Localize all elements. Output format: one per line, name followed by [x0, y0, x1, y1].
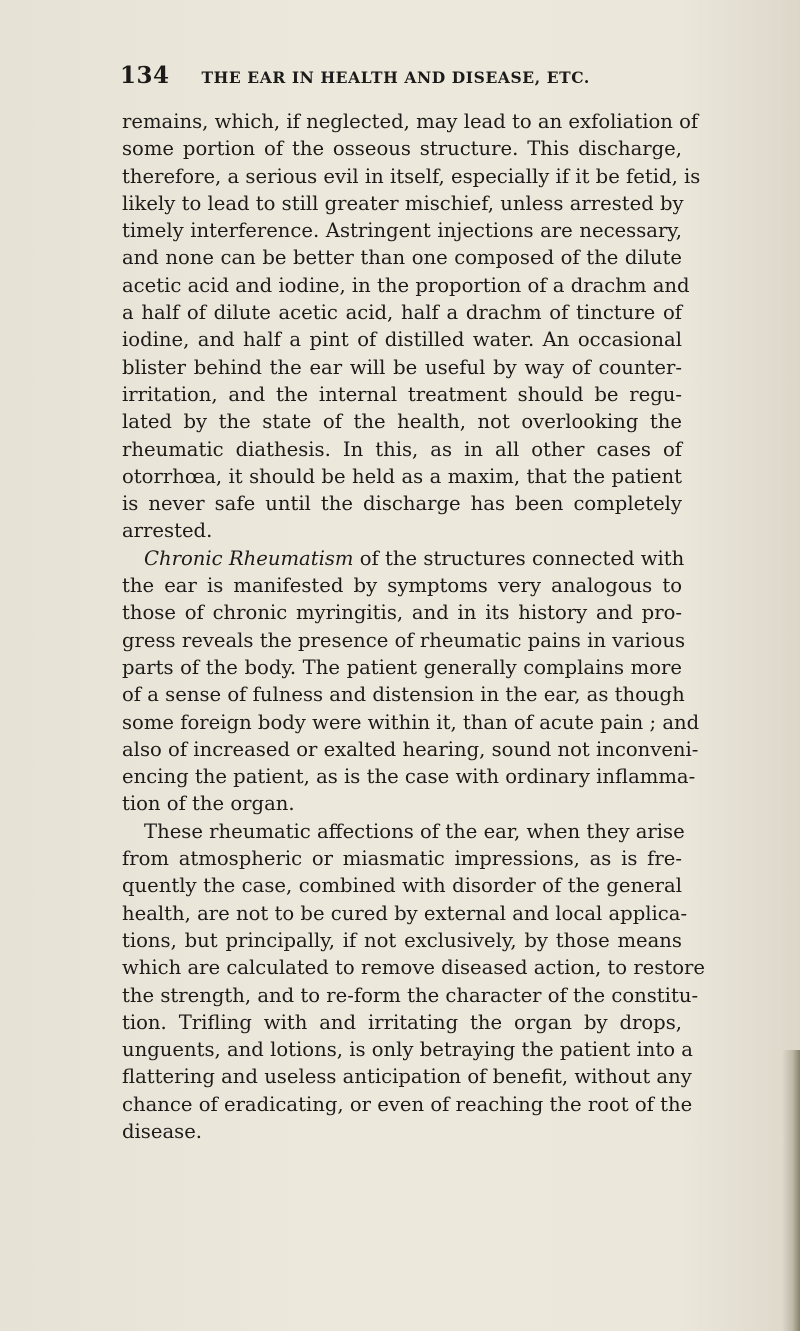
text-line: a half of dilute acetic acid, half a drachm of tincture of: [122, 301, 682, 325]
page-edge-shadow: [782, 1050, 800, 1331]
text-line: tion of the organ.: [122, 792, 295, 816]
text-line: arrested.: [122, 519, 213, 543]
text-line: These rheumatic affections of the ear, when they arise: [144, 819, 685, 843]
text-line: chance of eradicating, or even of reaching the root of the: [122, 1092, 693, 1116]
text-line: likely to lead to still greater mischief, unless arrested by: [122, 191, 684, 215]
text-line: acetic acid and iodine, in the proportion of a drachm and: [122, 273, 690, 297]
text-line: lated by the state of the health, not overlooking the: [122, 410, 682, 434]
running-head: THE EAR IN HEALTH AND DISEASE, ETC.: [201, 68, 590, 87]
text-line: therefore, a serious evil in itself, especially if it be fetid, is: [122, 164, 701, 188]
text-line: from atmospheric or miasmatic impressions, as is fre-: [122, 847, 682, 871]
text-line: encing the patient, as is the case with ordinary inflamma-: [122, 765, 696, 789]
text-line: gress reveals the presence of rheumatic pains in various: [122, 628, 686, 652]
text-line: those of chronic myringitis, and in its history and pro-: [122, 601, 682, 625]
text-line: is never safe until the discharge has been completely: [122, 492, 682, 516]
text-line: remains, which, if neglected, may lead to an exfoliation of: [122, 110, 699, 133]
text-line: some portion of the osseous structure. This discharge,: [122, 137, 682, 161]
text-line: flattering and useless anticipation of benefit, without any: [122, 1065, 692, 1089]
text-line: the ear is manifested by symptoms very analogous to: [122, 574, 682, 598]
text-line: which are calculated to remove diseased action, to restore: [122, 956, 705, 980]
text-line: the strength, and to re-form the character of the constitu-: [122, 983, 699, 1007]
text-line: and none can be better than one composed of the dilute: [122, 246, 682, 270]
text-line-rest: of the structures connected with: [359, 546, 685, 570]
text-line: timely interference. Astringent injections are necessary,: [122, 219, 682, 243]
paragraph-start-line: [122, 545, 685, 572]
text-line: disease.: [122, 1119, 203, 1143]
page-header: [120, 62, 680, 92]
text-line: unguents, and lotions, is only betraying the patient into a: [122, 1038, 693, 1062]
text-line: iodine, and half a pint of distilled water. An occasional: [122, 328, 682, 352]
text-line: blister behind the ear will be useful by way of counter-: [122, 355, 682, 379]
text-line: of a sense of fulness and distension in the ear, as though: [122, 683, 685, 707]
text-line: some foreign body were within it, than of acute pain ; and: [122, 710, 700, 734]
text-line: quently the case, combined with disorder of the general: [122, 874, 682, 898]
text-line: irritation, and the internal treatment should be regu-: [122, 382, 682, 406]
text-line: tion. Trifling with and irritating the organ by drops,: [122, 1010, 682, 1034]
body-text: [122, 108, 705, 1145]
italic-lead: Chronic Rheumatism: [144, 546, 354, 570]
text-line: parts of the body. The patient generally complains more: [122, 655, 682, 679]
text-line: tions, but principally, if not exclusively, by those means: [122, 928, 682, 952]
text-line: also of increased or exalted hearing, sound not inconveni-: [122, 737, 699, 761]
text-line: rheumatic diathesis. In this, as in all other cases of: [122, 437, 682, 461]
text-line: otorrhœa, it should be held as a maxim, that the patient: [122, 464, 682, 488]
page-number: 134: [120, 62, 170, 89]
text-line: health, are not to be cured by external and local applica-: [122, 901, 688, 925]
